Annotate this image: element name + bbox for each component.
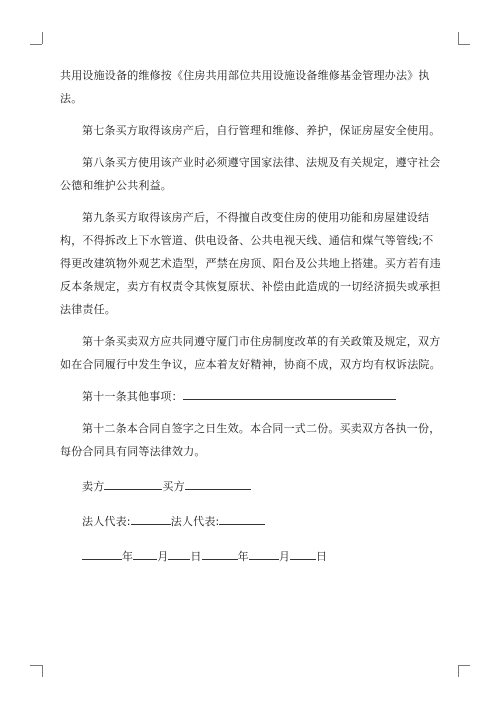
year-label-2: 年 (237, 550, 249, 563)
signature-representatives-row (60, 510, 444, 533)
seller-label: 卖方 (82, 480, 105, 493)
seller-signature-blank[interactable] (104, 476, 162, 490)
article-9: 第九条买方取得该房产后，不得擅自改变住房的使用功能和房屋建设结构，不得拆改上下水管道、供电设备、公共电视天线、通信和煤气等管线;不得更改建筑物外观艺术造型，严禁在房顶、阳台及公共地上搭建。买方若有违反本条规定，卖方有权责令其恢复原状、补偿由此造成的一切经济损失或承担法律责任。 (60, 211, 441, 316)
month-label-1: 月 (157, 550, 169, 563)
month-blank-2[interactable] (249, 546, 279, 560)
paragraph-continuation: 共用设施设备的维修按《住房共用部位共用设施设备维修基金管理办法》执法。 (60, 69, 430, 105)
year-blank-2[interactable] (202, 546, 238, 560)
article-10: 第十条买卖双方应共同遵守厦门市住房制度改革的有关政策及规定，双方如在合同履行中发生争议，应本着友好精神，协商不成，双方均有权诉法院。 (60, 335, 441, 371)
month-label-2: 月 (278, 550, 291, 563)
day-blank-2[interactable] (290, 546, 316, 560)
article-11 (60, 385, 444, 408)
article-12: 第十二条本合同自签字之日生效。本合同一式二份。买卖双方各执一份，每份合同具有同等法律效力。 (60, 422, 441, 458)
legal-rep-label-2: 法人代表: (170, 515, 220, 528)
article-11-text: 第十一条其他事项： (82, 390, 183, 403)
article-7: 第七条买方取得该房产后，自行管理和维修、养护，保证房屋安全使用。 (82, 124, 441, 137)
legal-rep-blank-1[interactable] (131, 511, 171, 525)
month-blank-1[interactable] (133, 546, 157, 560)
legal-rep-blank-2[interactable] (219, 511, 265, 525)
signature-dates-row (60, 545, 444, 568)
day-label-2: 日 (316, 550, 328, 563)
legal-rep-label-1: 法人代表: (82, 515, 131, 528)
signature-parties-row (60, 475, 444, 498)
year-label-1: 年 (122, 550, 134, 563)
buyer-signature-blank[interactable] (185, 476, 251, 490)
day-label-1: 日 (190, 550, 202, 563)
contract-body (60, 64, 444, 568)
year-blank-1[interactable] (82, 546, 122, 560)
article-8: 第八条买方使用该产业时必须遵守国家法律、法规及有关规定，遵守社会公德和维护公共利益。 (60, 156, 441, 192)
day-blank-1[interactable] (168, 546, 190, 560)
buyer-label: 买方 (162, 480, 185, 493)
other-matters-blank[interactable] (183, 386, 396, 400)
